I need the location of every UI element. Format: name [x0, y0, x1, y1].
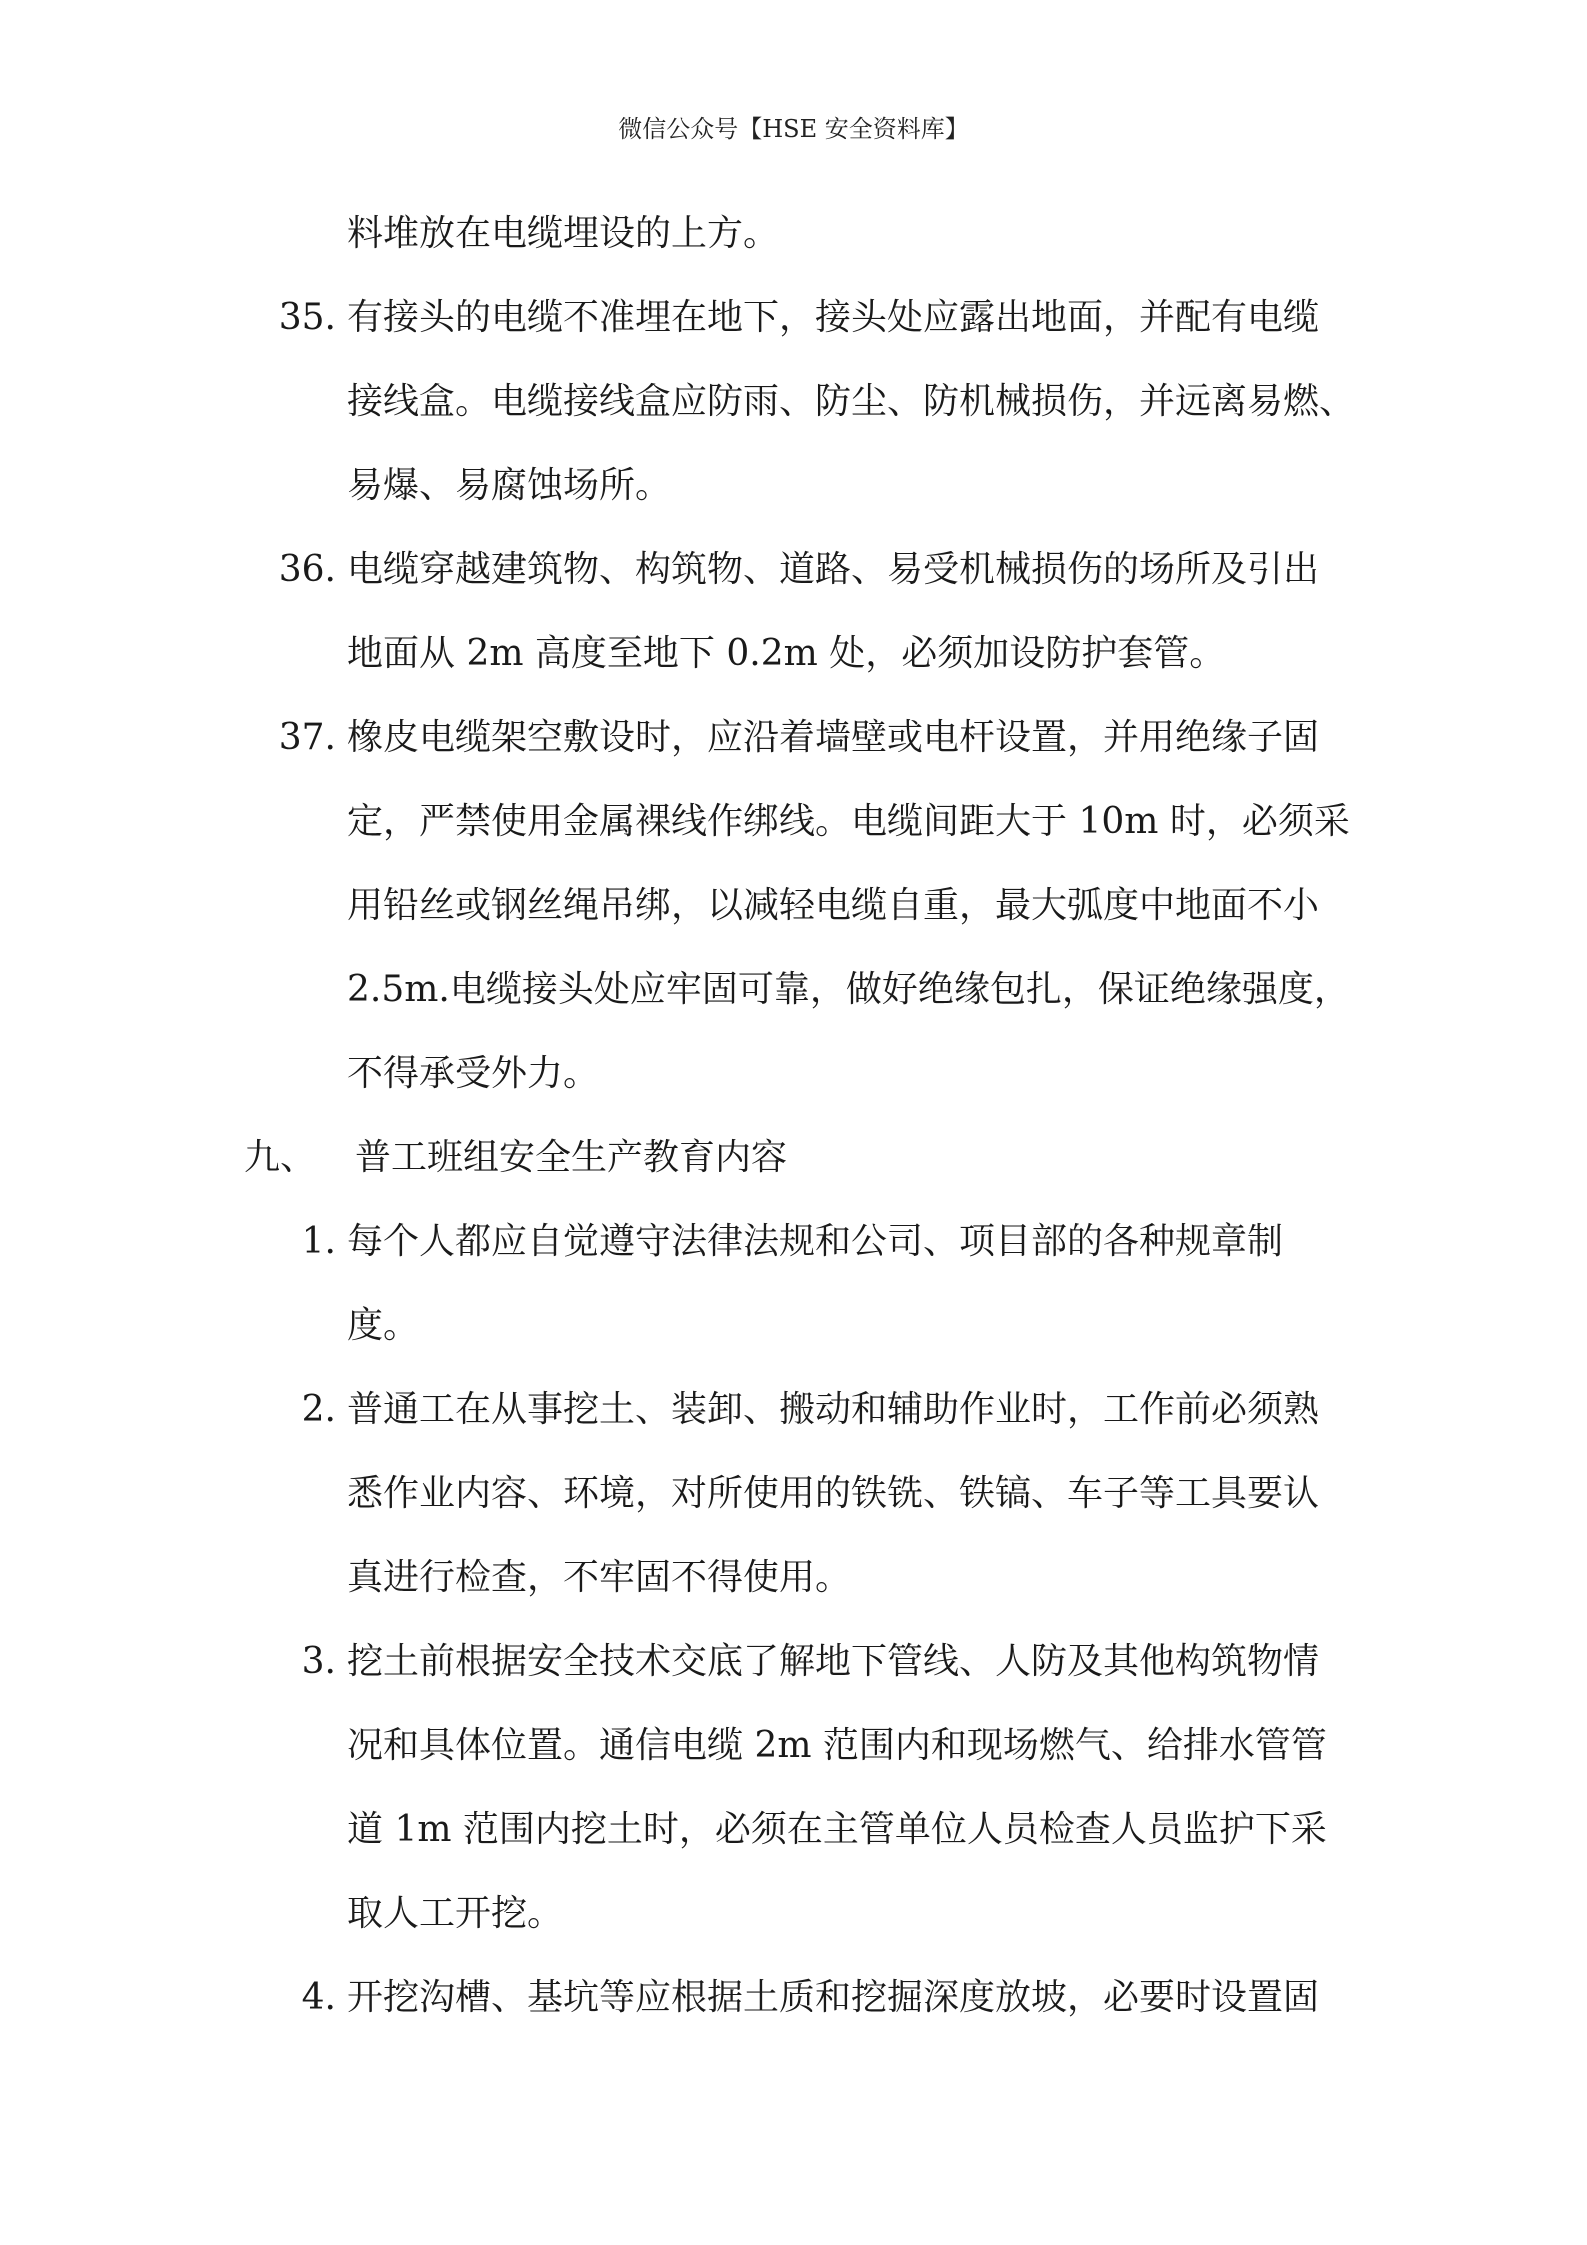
item-3-line-3: 道 1m 范围内挖土时，必须在主管单位人员检查人员监护下采	[347, 1809, 1327, 1850]
item-35-line-1: 有接头的电缆不准埋在地下，接头处应露出地面，并配有电缆	[347, 297, 1320, 338]
item-37-line-1: 橡皮电缆架空敷设时，应沿着墙壁或电杆设置，并用绝缘子固	[347, 717, 1320, 758]
item-number-36: 36.	[278, 549, 336, 590]
item-number-37: 37.	[278, 717, 336, 758]
item-35-line-2: 接线盒。电缆接线盒应防雨、防尘、防机械损伤，并远离易燃、	[347, 381, 1356, 422]
item-3-line-2: 况和具体位置。通信电缆 2m 范围内和现场燃气、给排水管管	[347, 1725, 1327, 1766]
item-number-2: 2.	[301, 1389, 336, 1430]
continuation-line: 料堆放在电缆埋设的上方。	[347, 213, 780, 254]
item-36-line-2: 地面从 2m 高度至地下 0.2m 处，必须加设防护套管。	[347, 633, 1226, 674]
item-37-line-2: 定，严禁使用金属裸线作绑线。电缆间距大于 10m 时，必须采	[347, 801, 1350, 842]
item-37-line-4: 2.5m.电缆接头处应牢固可靠，做好绝缘包扎，保证绝缘强度，	[347, 969, 1350, 1010]
item-1-line-2: 度。	[347, 1305, 420, 1346]
item-35-line-3: 易爆、易腐蚀场所。	[347, 465, 672, 506]
item-number-35: 35.	[278, 297, 336, 338]
item-number-3: 3.	[301, 1641, 336, 1682]
item-37-line-5: 不得承受外力。	[347, 1053, 600, 1094]
item-3-line-1: 挖土前根据安全技术交底了解地下管线、人防及其他构筑物情	[347, 1641, 1320, 1682]
item-2-line-1: 普通工在从事挖土、装卸、搬动和辅助作业时，工作前必须熟	[347, 1389, 1320, 1430]
section-number: 九、	[244, 1137, 317, 1178]
item-36-line-1: 电缆穿越建筑物、构筑物、道路、易受机械损伤的场所及引出	[347, 549, 1320, 590]
item-number-4: 4.	[301, 1977, 336, 2018]
item-number-1: 1.	[301, 1221, 336, 1262]
item-3-line-4: 取人工开挖。	[347, 1893, 564, 1934]
item-1-line-1: 每个人都应自觉遵守法律法规和公司、项目部的各种规章制	[347, 1221, 1284, 1262]
section-title: 普工班组安全生产教育内容	[355, 1137, 788, 1178]
item-2-line-3: 真进行检查，不牢固不得使用。	[347, 1557, 852, 1598]
item-2-line-2: 悉作业内容、环境，对所使用的铁铣、铁镐、车子等工具要认	[347, 1473, 1320, 1514]
item-37-line-3: 用铅丝或钢丝绳吊绑，以减轻电缆自重，最大弧度中地面不小	[347, 885, 1320, 926]
page-header: 微信公众号【HSE 安全资料库】	[618, 115, 969, 143]
item-4-line-1: 开挖沟槽、基坑等应根据土质和挖掘深度放坡，必要时设置固	[347, 1977, 1320, 2018]
